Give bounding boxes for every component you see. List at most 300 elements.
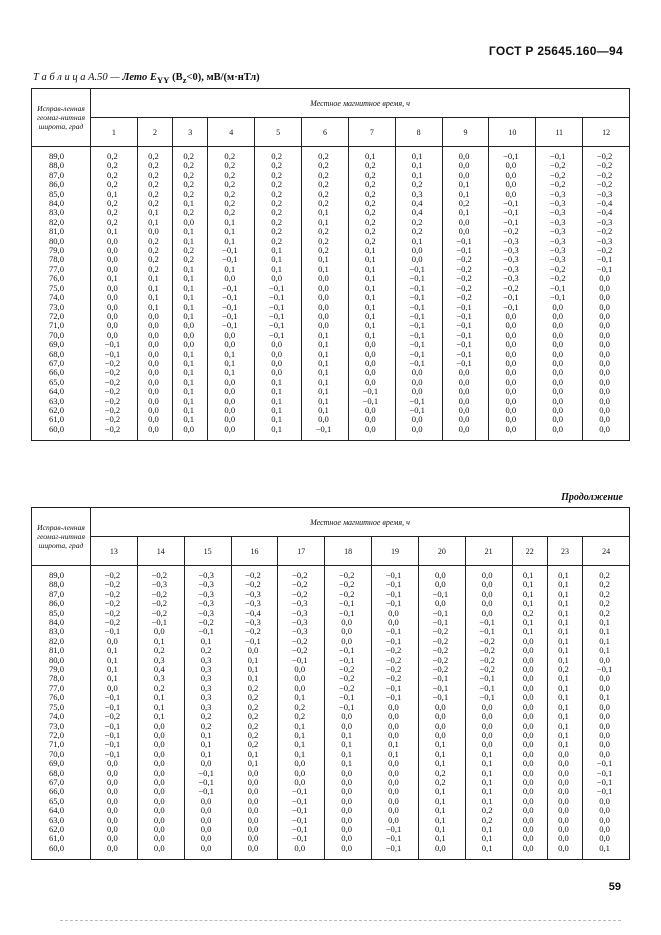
value-cell: 0,1 <box>512 618 547 627</box>
value-cell: 0,1 <box>184 731 231 740</box>
table-row <box>32 378 630 387</box>
value-cell: −0,1 <box>208 303 255 312</box>
value-cell: 0,0 <box>325 627 372 636</box>
value-cell: 0,3 <box>184 693 231 702</box>
value-cell: 0,0 <box>395 425 442 441</box>
value-cell: 0,0 <box>583 797 630 806</box>
value-cell: −0,1 <box>418 590 465 599</box>
value-cell: 0,0 <box>547 787 582 796</box>
latitude-cell: 78,0 <box>32 674 91 683</box>
value-cell: −0,2 <box>583 147 630 162</box>
value-cell: 0,0 <box>442 368 489 377</box>
value-cell: −0,2 <box>418 665 465 674</box>
value-cell: 0,0 <box>583 387 630 396</box>
latitude-cell: 89,0 <box>32 147 91 162</box>
value-cell: 0,2 <box>395 218 442 227</box>
value-cell: −0,1 <box>278 825 325 834</box>
value-cell: 0,0 <box>465 703 512 712</box>
value-cell: 0,3 <box>137 674 184 683</box>
table-row <box>32 759 630 768</box>
value-cell: 0,0 <box>583 703 630 712</box>
value-cell: −0,1 <box>372 627 419 636</box>
value-cell: 0,0 <box>442 161 489 170</box>
value-cell: 0,1 <box>512 580 547 589</box>
value-cell: 0,1 <box>395 237 442 246</box>
value-cell: 0,1 <box>442 190 489 199</box>
value-cell: 0,1 <box>465 844 512 860</box>
value-cell: 0,3 <box>184 703 231 712</box>
value-cell: −0,1 <box>418 684 465 693</box>
latitude-cell: 61,0 <box>32 415 91 424</box>
value-cell: 0,0 <box>512 797 547 806</box>
value-cell: 0,0 <box>137 778 184 787</box>
hour-header: 6 <box>302 118 349 147</box>
value-cell: 0,0 <box>418 712 465 721</box>
hour-header: 3 <box>173 118 208 147</box>
value-cell: 0,0 <box>583 656 630 665</box>
value-cell: −0,1 <box>465 627 512 636</box>
value-cell: 0,1 <box>465 797 512 806</box>
value-cell: 0,2 <box>302 237 349 246</box>
value-cell: −0,2 <box>536 161 583 170</box>
value-cell: −0,1 <box>442 359 489 368</box>
latitude-cell: 71,0 <box>32 321 91 330</box>
value-cell: 0,0 <box>442 227 489 236</box>
value-cell: −0,1 <box>395 359 442 368</box>
value-cell: −0,3 <box>536 237 583 246</box>
hour-header: 12 <box>583 118 630 147</box>
value-cell: 0,2 <box>583 566 630 581</box>
value-cell: 0,2 <box>255 199 302 208</box>
value-cell: −0,1 <box>372 693 419 702</box>
value-cell: 0,0 <box>512 844 547 860</box>
value-cell: −0,3 <box>184 580 231 589</box>
value-cell: 0,0 <box>91 265 138 274</box>
value-cell: 0,0 <box>536 312 583 321</box>
value-cell: 0,1 <box>173 284 208 293</box>
value-cell: 0,0 <box>418 731 465 740</box>
value-cell: 0,1 <box>547 590 582 599</box>
value-cell: −0,1 <box>395 312 442 321</box>
value-cell: 0,0 <box>512 656 547 665</box>
value-cell: 0,1 <box>348 303 395 312</box>
value-cell: 0,1 <box>91 227 138 236</box>
value-cell: 0,1 <box>583 693 630 702</box>
value-cell: 0,1 <box>302 265 349 274</box>
value-cell: 0,0 <box>184 806 231 815</box>
value-cell: 0,1 <box>547 731 582 740</box>
hour-header: 15 <box>184 537 231 566</box>
value-cell: 0,3 <box>184 674 231 683</box>
value-cell: 0,1 <box>372 740 419 749</box>
table-row <box>32 580 630 589</box>
value-cell: 0,0 <box>173 425 208 441</box>
value-cell: 0,0 <box>583 684 630 693</box>
value-cell: 0,0 <box>137 834 184 843</box>
value-cell: 0,2 <box>348 171 395 180</box>
value-cell: −0,1 <box>231 637 278 646</box>
value-cell: −0,1 <box>137 618 184 627</box>
value-cell: −0,2 <box>442 293 489 302</box>
value-cell: 0,2 <box>137 684 184 693</box>
value-cell: 0,1 <box>348 321 395 330</box>
latitude-cell: 64,0 <box>32 806 91 815</box>
latitude-cell: 61,0 <box>32 834 91 843</box>
value-cell: 0,2 <box>348 199 395 208</box>
value-cell: 0,0 <box>489 387 536 396</box>
value-cell: 0,0 <box>372 731 419 740</box>
value-cell: −0,1 <box>583 665 630 674</box>
value-cell: 0,0 <box>583 397 630 406</box>
value-cell: 0,1 <box>547 656 582 665</box>
value-cell: 0,1 <box>418 834 465 843</box>
value-cell: 0,1 <box>173 387 208 396</box>
table-row <box>32 161 630 170</box>
value-cell: 0,2 <box>173 161 208 170</box>
value-cell: 0,1 <box>91 656 138 665</box>
table-row <box>32 646 630 655</box>
value-cell: 0,2 <box>583 590 630 599</box>
value-cell: 0,2 <box>137 190 172 199</box>
value-cell: 0,1 <box>255 255 302 264</box>
value-cell: −0,2 <box>583 161 630 170</box>
value-cell: −0,1 <box>278 787 325 796</box>
value-cell: −0,1 <box>489 303 536 312</box>
value-cell: 0,0 <box>512 646 547 655</box>
latitude-cell: 78,0 <box>32 255 91 264</box>
time-header: Местное магнитное время, ч <box>91 89 630 118</box>
value-cell: −0,2 <box>489 227 536 236</box>
value-cell: 0,1 <box>418 787 465 796</box>
value-cell: 0,0 <box>512 703 547 712</box>
table-row <box>32 674 630 683</box>
value-cell: 0,1 <box>465 759 512 768</box>
value-cell: 0,0 <box>278 684 325 693</box>
value-cell: 0,0 <box>512 722 547 731</box>
value-cell: 0,0 <box>91 797 138 806</box>
value-cell: 0,0 <box>465 722 512 731</box>
value-cell: 0,2 <box>91 171 138 180</box>
value-cell: 0,0 <box>465 609 512 618</box>
value-cell: −0,1 <box>208 255 255 264</box>
hour-header: 13 <box>91 537 138 566</box>
latitude-cell: 75,0 <box>32 703 91 712</box>
value-cell: 0,0 <box>325 844 372 860</box>
value-cell: −0,1 <box>465 684 512 693</box>
value-cell: 0,2 <box>348 190 395 199</box>
value-cell: 0,2 <box>137 255 172 264</box>
value-cell: 0,0 <box>278 674 325 683</box>
value-cell: 0,0 <box>325 769 372 778</box>
value-cell: 0,0 <box>231 646 278 655</box>
value-cell: 0,2 <box>255 218 302 227</box>
latitude-cell: 87,0 <box>32 590 91 599</box>
value-cell: 0,0 <box>231 825 278 834</box>
value-cell: 0,3 <box>137 656 184 665</box>
value-cell: −0,1 <box>395 303 442 312</box>
value-cell: −0,1 <box>91 693 138 702</box>
value-cell: 0,0 <box>325 637 372 646</box>
value-cell: −0,2 <box>278 566 325 581</box>
value-cell: −0,1 <box>465 618 512 627</box>
value-cell: 0,0 <box>173 218 208 227</box>
value-cell: −0,3 <box>536 246 583 255</box>
value-cell: 0,1 <box>547 712 582 721</box>
value-cell: 0,1 <box>255 425 302 441</box>
value-cell: 0,0 <box>372 778 419 787</box>
value-cell: 0,0 <box>137 816 184 825</box>
value-cell: 0,2 <box>184 722 231 731</box>
value-cell: 0,0 <box>583 816 630 825</box>
value-cell: 0,0 <box>395 255 442 264</box>
latitude-cell: 82,0 <box>32 637 91 646</box>
table-row <box>32 321 630 330</box>
value-cell: −0,3 <box>184 590 231 599</box>
value-cell: 0,0 <box>255 340 302 349</box>
value-cell: −0,2 <box>465 656 512 665</box>
latitude-cell: 88,0 <box>32 161 91 170</box>
value-cell: −0,1 <box>325 693 372 702</box>
value-cell: 0,0 <box>512 637 547 646</box>
value-cell: 0,2 <box>208 180 255 189</box>
value-cell: 0,1 <box>325 740 372 749</box>
data-table-1 <box>31 88 630 441</box>
value-cell: 0,2 <box>547 665 582 674</box>
value-cell: −0,3 <box>489 255 536 264</box>
value-cell: 0,1 <box>547 674 582 683</box>
value-cell: 0,1 <box>442 180 489 189</box>
value-cell: 0,0 <box>91 293 138 302</box>
value-cell: 0,0 <box>255 368 302 377</box>
table-row <box>32 797 630 806</box>
value-cell: 0,2 <box>137 147 172 162</box>
value-cell: 0,0 <box>372 806 419 815</box>
value-cell: 0,0 <box>137 378 172 387</box>
value-cell: 0,1 <box>512 566 547 581</box>
value-cell: 0,0 <box>536 303 583 312</box>
value-cell: −0,2 <box>231 627 278 636</box>
value-cell: 0,0 <box>325 816 372 825</box>
value-cell: 0,0 <box>536 415 583 424</box>
value-cell: 0,1 <box>547 599 582 608</box>
value-cell: 0,0 <box>137 797 184 806</box>
value-cell: 0,0 <box>442 397 489 406</box>
value-cell: 0,1 <box>255 397 302 406</box>
value-cell: 0,1 <box>137 284 172 293</box>
value-cell: 0,0 <box>583 274 630 283</box>
value-cell: 0,2 <box>173 171 208 180</box>
value-cell: 0,1 <box>173 227 208 236</box>
value-cell: 0,0 <box>231 806 278 815</box>
value-cell: 0,0 <box>418 566 465 581</box>
value-cell: 0,2 <box>348 161 395 170</box>
value-cell: 0,0 <box>583 825 630 834</box>
value-cell: 0,0 <box>348 425 395 441</box>
value-cell: −0,1 <box>583 769 630 778</box>
value-cell: 0,0 <box>583 312 630 321</box>
value-cell: 0,0 <box>583 425 630 441</box>
latitude-cell: 66,0 <box>32 368 91 377</box>
value-cell: −0,2 <box>325 590 372 599</box>
value-cell: −0,2 <box>91 580 138 589</box>
latitude-cell: 89,0 <box>32 566 91 581</box>
value-cell: 0,2 <box>173 147 208 162</box>
value-cell: −0,2 <box>137 599 184 608</box>
value-cell: −0,2 <box>418 627 465 636</box>
value-cell: −0,3 <box>583 190 630 199</box>
value-cell: 0,1 <box>547 722 582 731</box>
table-row <box>32 825 630 834</box>
value-cell: −0,1 <box>91 731 138 740</box>
value-cell: −0,3 <box>231 590 278 599</box>
value-cell: 0,2 <box>348 237 395 246</box>
value-cell: 0,0 <box>489 359 536 368</box>
value-cell: −0,2 <box>442 284 489 293</box>
value-cell: −0,3 <box>278 618 325 627</box>
table-row <box>32 684 630 693</box>
hour-header: 4 <box>208 118 255 147</box>
table-row <box>32 237 630 246</box>
table-row <box>32 806 630 815</box>
latitude-cell: 66,0 <box>32 787 91 796</box>
latitude-cell: 86,0 <box>32 599 91 608</box>
value-cell: 0,0 <box>395 246 442 255</box>
value-cell: 0,0 <box>536 387 583 396</box>
value-cell: 0,2 <box>302 227 349 236</box>
table-row <box>32 227 630 236</box>
value-cell: 0,0 <box>91 778 138 787</box>
value-cell: −0,3 <box>536 190 583 199</box>
value-cell: 0,1 <box>465 834 512 843</box>
value-cell: 0,1 <box>418 750 465 759</box>
value-cell: 0,0 <box>547 759 582 768</box>
value-cell: 0,0 <box>536 331 583 340</box>
value-cell: 0,0 <box>137 331 172 340</box>
value-cell: −0,3 <box>536 199 583 208</box>
latitude-cell: 80,0 <box>32 237 91 246</box>
table-row <box>32 340 630 349</box>
value-cell: 0,0 <box>372 769 419 778</box>
value-cell: 0,1 <box>91 674 138 683</box>
value-cell: 0,2 <box>418 778 465 787</box>
value-cell: 0,1 <box>547 637 582 646</box>
value-cell: 0,0 <box>137 406 172 415</box>
value-cell: 0,1 <box>208 265 255 274</box>
value-cell: −0,2 <box>583 227 630 236</box>
table-row <box>32 208 630 217</box>
value-cell: 0,0 <box>547 844 582 860</box>
value-cell: 0,0 <box>372 797 419 806</box>
value-cell: 0,0 <box>173 340 208 349</box>
value-cell: 0,4 <box>395 208 442 217</box>
value-cell: 0,0 <box>465 712 512 721</box>
latitude-cell: 84,0 <box>32 199 91 208</box>
value-cell: 0,1 <box>173 293 208 302</box>
value-cell: −0,2 <box>442 265 489 274</box>
value-cell: −0,1 <box>372 580 419 589</box>
value-cell: −0,3 <box>583 237 630 246</box>
value-cell: 0,1 <box>547 566 582 581</box>
value-cell: 0,2 <box>91 218 138 227</box>
value-cell: −0,1 <box>372 590 419 599</box>
value-cell: −0,2 <box>583 180 630 189</box>
value-cell: 0,2 <box>348 208 395 217</box>
value-cell: 0,1 <box>302 378 349 387</box>
footer-rule <box>60 920 621 921</box>
value-cell: 0,0 <box>465 566 512 581</box>
value-cell: 0,1 <box>348 274 395 283</box>
value-cell: 0,0 <box>583 406 630 415</box>
value-cell: −0,1 <box>91 750 138 759</box>
hour-header: 18 <box>325 537 372 566</box>
value-cell: 0,1 <box>231 665 278 674</box>
table-row <box>32 387 630 396</box>
value-cell: 0,0 <box>348 406 395 415</box>
value-cell: −0,1 <box>325 599 372 608</box>
value-cell: 0,2 <box>302 199 349 208</box>
latitude-cell: 73,0 <box>32 722 91 731</box>
value-cell: 0,0 <box>231 797 278 806</box>
value-cell: 0,0 <box>184 825 231 834</box>
value-cell: −0,1 <box>583 265 630 274</box>
table-row <box>32 359 630 368</box>
value-cell: 0,2 <box>583 599 630 608</box>
value-cell: −0,2 <box>91 359 138 368</box>
value-cell: −0,1 <box>418 674 465 683</box>
value-cell: 0,0 <box>547 769 582 778</box>
value-cell: −0,1 <box>372 844 419 860</box>
value-cell: −0,3 <box>536 208 583 217</box>
latitude-cell: 87,0 <box>32 171 91 180</box>
value-cell: 0,2 <box>137 199 172 208</box>
latitude-cell: 70,0 <box>32 750 91 759</box>
value-cell: −0,1 <box>91 627 138 636</box>
value-cell: 0,0 <box>583 340 630 349</box>
value-cell: 0,0 <box>278 844 325 860</box>
value-cell: −0,3 <box>278 609 325 618</box>
value-cell: 0,1 <box>348 265 395 274</box>
value-cell: 0,0 <box>325 778 372 787</box>
value-cell: −0,3 <box>231 618 278 627</box>
latitude-cell: 63,0 <box>32 816 91 825</box>
value-cell: 0,3 <box>395 190 442 199</box>
value-cell: 0,0 <box>583 722 630 731</box>
value-cell: 0,1 <box>231 750 278 759</box>
value-cell: 0,0 <box>418 599 465 608</box>
latitude-cell: 86,0 <box>32 180 91 189</box>
value-cell: −0,2 <box>231 566 278 581</box>
value-cell: 0,1 <box>583 618 630 627</box>
value-cell: 0,1 <box>547 740 582 749</box>
value-cell: −0,2 <box>325 566 372 581</box>
value-cell: 0,1 <box>278 740 325 749</box>
value-cell: 0,1 <box>255 378 302 387</box>
value-cell: 0,1 <box>395 171 442 180</box>
value-cell: 0,0 <box>583 359 630 368</box>
value-cell: −0,2 <box>583 246 630 255</box>
table-row <box>32 406 630 415</box>
table-row <box>32 312 630 321</box>
value-cell: 0,1 <box>583 844 630 860</box>
value-cell: 0,2 <box>137 646 184 655</box>
value-cell: 0,3 <box>184 665 231 674</box>
value-cell: 0,0 <box>583 740 630 749</box>
value-cell: 0,0 <box>512 816 547 825</box>
latitude-cell: 80,0 <box>32 656 91 665</box>
value-cell: 0,1 <box>547 609 582 618</box>
table-row <box>32 425 630 441</box>
latitude-cell: 84,0 <box>32 618 91 627</box>
